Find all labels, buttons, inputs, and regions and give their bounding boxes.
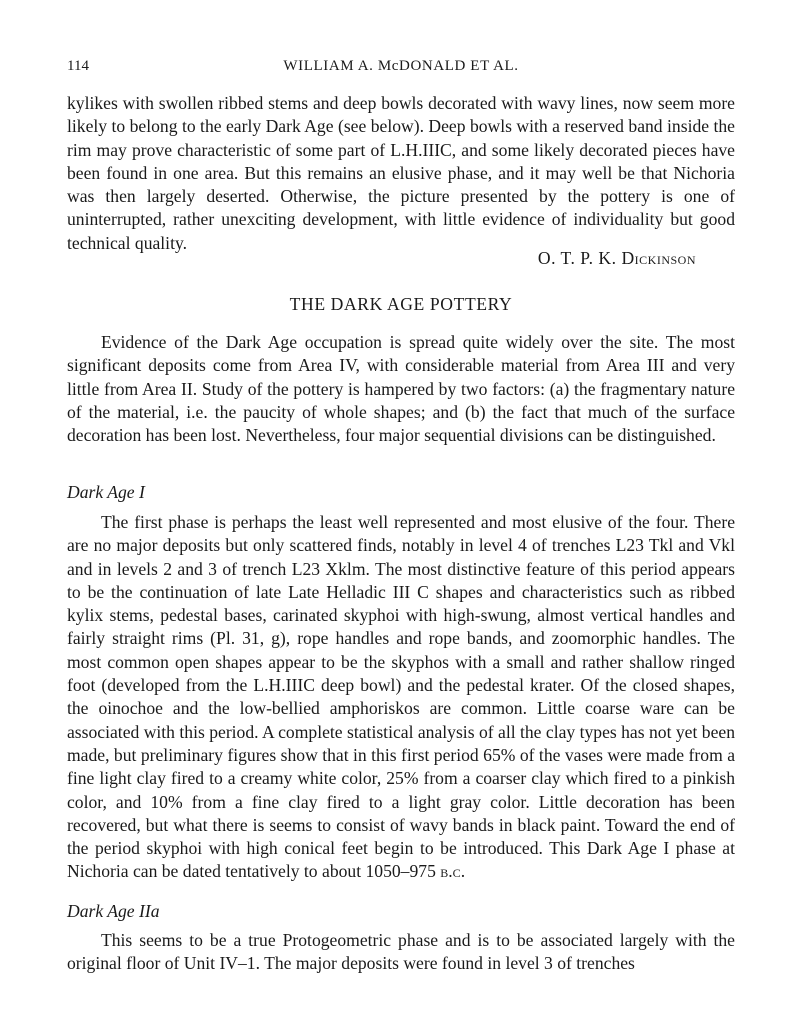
section-title: THE DARK AGE POTTERY — [289, 294, 513, 314]
signature-surname: Dickinson — [621, 248, 696, 268]
running-header — [67, 58, 735, 80]
date-suffix: b.c. — [440, 861, 466, 882]
subheading-dark-age-2a: Dark Age IIa — [67, 901, 160, 921]
dark-age-2a-paragraph: This seems to be a true Protogeometric phase and is to be associated largely with the original floor of Unit IV–1. The major deposits were found in level 3 of trenches — [67, 930, 735, 974]
intro-block — [67, 92, 735, 255]
page-number: 114 — [67, 58, 89, 74]
dark-age-1-block — [67, 511, 735, 884]
dark-age-1-text: The first phase is perhaps the least well represented and most elusive of the four. There are no major deposits but only scattered finds, notably in level 4 of trenches L23 Tkl and Vkl and in levels 2 and 3 of trench L23 Xklm. The most distinctive feature of this period appears to be the continuation of late Late Helladic III C shapes and characteristics such as ribbed kylix stems, pedestal bases, carinated skyphoi with high-swung, almost vertical handles and fairly straight rims (Pl. 31, g), rope handles and rope bands, and zoomorphic handles. The most common open shapes appear to be the skyphos with a small and rather shallow ringed foot (developed from the L.H.IIIC deep bowl) and the pedestal krater. Of the closed shapes, the oinochoe and the low-bellied amphoriskos are common. Little coarse ware can be associated with this period. A complete statistical analysis of all the clay types has not yet been made, but preliminary figures show that in this first period 65% of the vases were made from a fine light clay fired to a creamy white color, 25% from a coarser clay which fired to a pinkish color, and 10% from a fine clay fired to a light gray color. Little decoration has been recovered, but what there is seems to consist of wavy bands in black paint. Toward the end of the period skyphoi with high conical feet begin to be introduced. This Dark Age I phase at Nichoria can be dated tentatively to about 1050–975 — [67, 512, 735, 882]
running-title: WILLIAM A. McDONALD ET AL. — [283, 58, 519, 74]
intro-paragraph: kylikes with swollen ribbed stems and deep bowls decorated with wavy lines, now seem more likely to belong to the early Dark Age (see below). Deep bowls with a reserved band inside the rim may prove characteristic of some part of L.H.IIIC, and some likely decorated pieces have been found in one area. But this remains an elusive phase, and it may well be that Nichoria was then largely deserted. Otherwise, the picture presented by the pottery is one of uninterrupted, rather unexciting development, with little evidence of individuality but good technical quality. — [67, 93, 735, 253]
section-intro-block — [67, 331, 735, 447]
section-intro-paragraph: Evidence of the Dark Age occupation is spread quite widely over the site. The most significant deposits come from Area IV, with considerable material from Area III and very little from Area II. Study of the pottery is hampered by two factors: (a) the fragmentary nature of the material, i.e. the paucity of whole shapes; and (b) the fact that much of the surface decoration has been lost. Nevertheless, four major sequential divisions can be distinguished. — [67, 332, 735, 446]
author-signature — [538, 248, 696, 269]
subheading-dark-age-1: Dark Age I — [67, 482, 145, 502]
dark-age-2a-block — [67, 929, 735, 976]
signature-initials: O. T. P. K. — [537, 248, 617, 268]
dark-age-1-paragraph — [67, 511, 735, 884]
